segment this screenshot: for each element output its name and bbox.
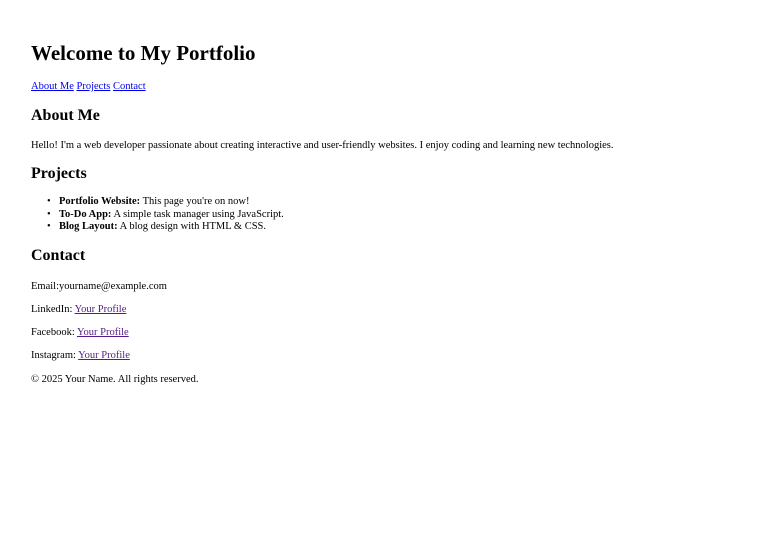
list-item (47, 209, 284, 222)
contact-instagram (31, 349, 130, 363)
facebook-profile-link[interactable]: Your Profile (76, 327, 129, 338)
project-name: To-Do App: (59, 208, 112, 220)
instagram-profile-link[interactable]: Your Profile (78, 350, 130, 361)
email-label: Email: (31, 281, 59, 292)
projects-list (47, 196, 284, 234)
about-text: Hello! I'm a web developer passionate about creating interactive and user-friendly websites. I enjoy coding and learning new technologies. (31, 140, 614, 151)
projects-heading: Projects (31, 165, 87, 182)
bullet-icon: • (47, 196, 51, 207)
bullet-icon: • (47, 208, 51, 220)
nav-link-contact[interactable]: Contact (112, 81, 146, 92)
project-desc: A blog design with HTML & CSS. (117, 221, 267, 232)
footer-text: © 2025 Your Name. All rights reserved. (31, 374, 199, 385)
bullet-icon: • (47, 221, 51, 232)
facebook-label: Facebook: (31, 327, 77, 338)
project-name: Portfolio Website: (59, 196, 141, 207)
page-title: Welcome to My Portfolio (31, 41, 256, 65)
contact-email (31, 280, 167, 294)
list-item (47, 196, 284, 209)
project-name: Blog Layout: (59, 221, 118, 232)
project-desc: A simple task manager using JavaScript. (111, 208, 284, 220)
instagram-label: Instagram: (31, 350, 79, 361)
linkedin-profile-link[interactable]: Your Profile (74, 304, 127, 315)
contact-facebook (31, 326, 129, 340)
project-desc: This page you're on now! (140, 196, 250, 207)
nav-link-about-me[interactable]: About Me (31, 81, 74, 92)
contact-linkedin (31, 303, 126, 317)
linkedin-label: LinkedIn: (31, 304, 75, 315)
contact-heading: Contact (31, 247, 86, 264)
email-value: yourname@example.com (59, 281, 167, 292)
list-item (47, 221, 284, 234)
about-heading: About Me (31, 107, 100, 124)
nav-bar (31, 80, 146, 94)
nav-link-projects[interactable]: Projects (76, 81, 111, 92)
